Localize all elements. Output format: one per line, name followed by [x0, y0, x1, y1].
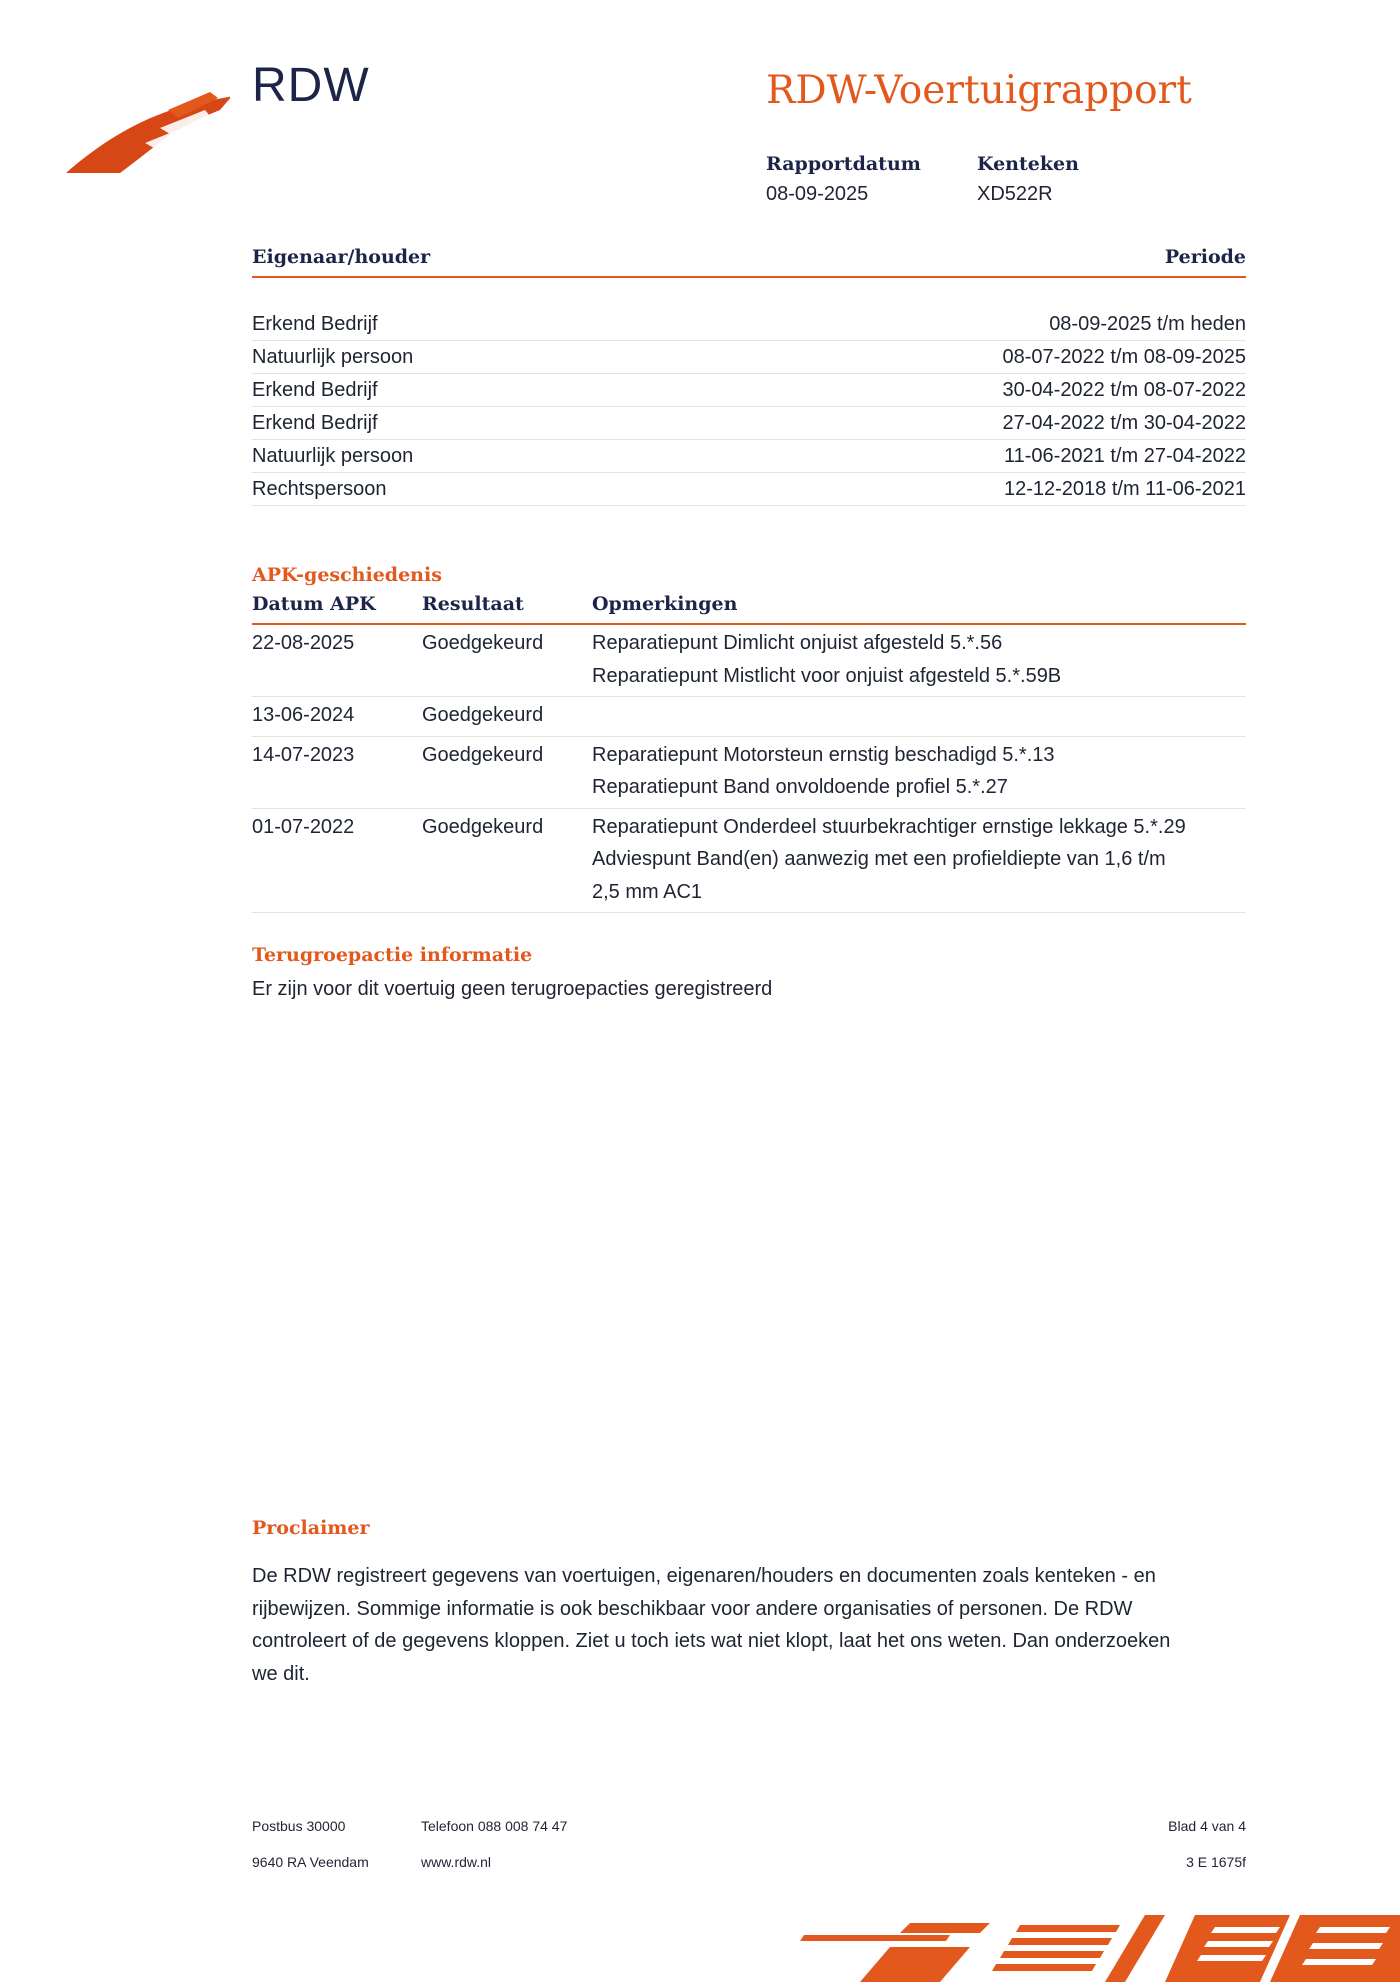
apk-remark: Reparatiepunt Motorsteun ernstig beschadigd 5.*.13: [592, 743, 1055, 766]
owner-row: [252, 374, 1246, 407]
report-date-value: 08-09-2025: [766, 183, 869, 205]
footer-city: 9640 RA Veendam: [252, 1854, 369, 1870]
owner-row: [252, 440, 1246, 473]
apk-table-header: [252, 593, 1246, 625]
apk-remark: Adviespunt Band(en) aanwezig met een profieldiepte van 1,6 t/m: [592, 848, 1166, 870]
apk-row: [252, 697, 1246, 737]
recall-section-title: Terugroepactie informatie: [252, 944, 533, 966]
period-column-header: Periode: [1164, 246, 1246, 268]
owner-type: Natuurlijk persoon: [252, 346, 414, 368]
owner-type: Erkend Bedrijf: [252, 313, 378, 335]
owner-period: 11-06-2021 t/m 27-04-2022: [1003, 445, 1246, 467]
owner-period: 08-09-2025 t/m heden: [1049, 313, 1246, 335]
apk-remark: Reparatiepunt Onderdeel stuurbekrachtiger ernstige lekkage 5.*.29: [592, 815, 1186, 838]
recall-text: Er zijn voor dit voertuig geen terugroepacties geregistreerd: [252, 978, 773, 1000]
owner-history-table: [252, 246, 1246, 506]
owner-row: [252, 341, 1246, 374]
owner-row: [252, 407, 1246, 440]
apk-history-table: [252, 593, 1246, 913]
footer-phone: Telefoon 088 008 74 47: [421, 1818, 568, 1834]
apk-date: 01-07-2022: [252, 815, 355, 838]
apk-date: 14-07-2023: [252, 743, 355, 766]
owner-column-header: Eigenaar/houder: [252, 246, 431, 268]
owner-period: 08-07-2022 t/m 08-09-2025: [1002, 346, 1246, 368]
owner-row: [252, 473, 1246, 506]
owner-type: Erkend Bedrijf: [252, 379, 378, 401]
proclaimer-line: we dit.: [252, 1662, 310, 1685]
apk-date-header: Datum APK: [252, 593, 376, 615]
owner-period: 30-04-2022 t/m 08-07-2022: [1002, 379, 1246, 401]
owner-type: Rechtspersoon: [252, 478, 387, 500]
proclaimer-line: controleert of de gegevens kloppen. Ziet u toch iets wat niet klopt, laat het ons weten. Dan onderzoeken: [252, 1630, 1171, 1652]
apk-remark: [592, 699, 1246, 732]
plate-label: Kenteken: [977, 153, 1079, 175]
apk-date: 13-06-2024: [252, 704, 355, 726]
apk-result: Goedgekeurd: [422, 632, 544, 654]
report-date-label: Rapportdatum: [766, 153, 921, 175]
owner-rows: [252, 308, 1246, 506]
owner-period: 27-04-2022 t/m 30-04-2022: [1002, 412, 1246, 434]
owner-table-header: [252, 246, 1246, 278]
logo-text: RDW: [252, 59, 370, 112]
apk-row: [252, 809, 1246, 914]
owner-row: [252, 308, 1246, 341]
footer-page-number: Blad 4 van 4: [1168, 1818, 1246, 1834]
plate-value: XD522R: [977, 183, 1053, 205]
rdw-logo-icon: [60, 88, 230, 178]
apk-remark: Reparatiepunt Dimlicht onjuist afgesteld 5.*.56: [592, 632, 1003, 654]
owner-period: 12-12-2018 t/m 11-06-2021: [1003, 478, 1246, 500]
footer-stripes-decoration: [790, 1905, 1400, 1982]
proclaimer-line: rijbewijzen. Sommige informatie is ook beschikbaar voor andere organisaties of personen. De RDW: [252, 1597, 1133, 1620]
report-title: RDW-Voertuigrapport: [766, 68, 1192, 113]
owner-type: Natuurlijk persoon: [252, 445, 414, 467]
proclaimer-title: Proclaimer: [252, 1517, 370, 1539]
proclaimer-line: De RDW registreert gegevens van voertuigen, eigenaren/houders en documenten zoals kenteken - en: [252, 1565, 1156, 1587]
apk-row: [252, 625, 1246, 697]
apk-remark: Reparatiepunt Band onvoldoende profiel 5.*.27: [592, 776, 1008, 798]
footer-postbus: Postbus 30000: [252, 1818, 346, 1834]
apk-remark: Reparatiepunt Mistlicht voor onjuist afgesteld 5.*.59B: [592, 664, 1062, 687]
owner-type: Erkend Bedrijf: [252, 412, 378, 434]
apk-section-title: APK-geschiedenis: [252, 564, 442, 586]
apk-result-header: Resultaat: [422, 593, 524, 615]
footer-website-link[interactable]: www.rdw.nl: [421, 1854, 492, 1870]
proclaimer-text: [252, 1560, 1252, 1690]
apk-date: 22-08-2025: [252, 632, 355, 654]
apk-result: Goedgekeurd: [422, 704, 544, 726]
apk-result: Goedgekeurd: [422, 815, 544, 838]
apk-result: Goedgekeurd: [422, 743, 544, 766]
footer-doc-code: 3 E 1675f: [1186, 1854, 1246, 1870]
apk-row: [252, 737, 1246, 809]
apk-remarks-header: Opmerkingen: [592, 593, 738, 615]
apk-remark: 2,5 mm AC1: [592, 880, 703, 903]
